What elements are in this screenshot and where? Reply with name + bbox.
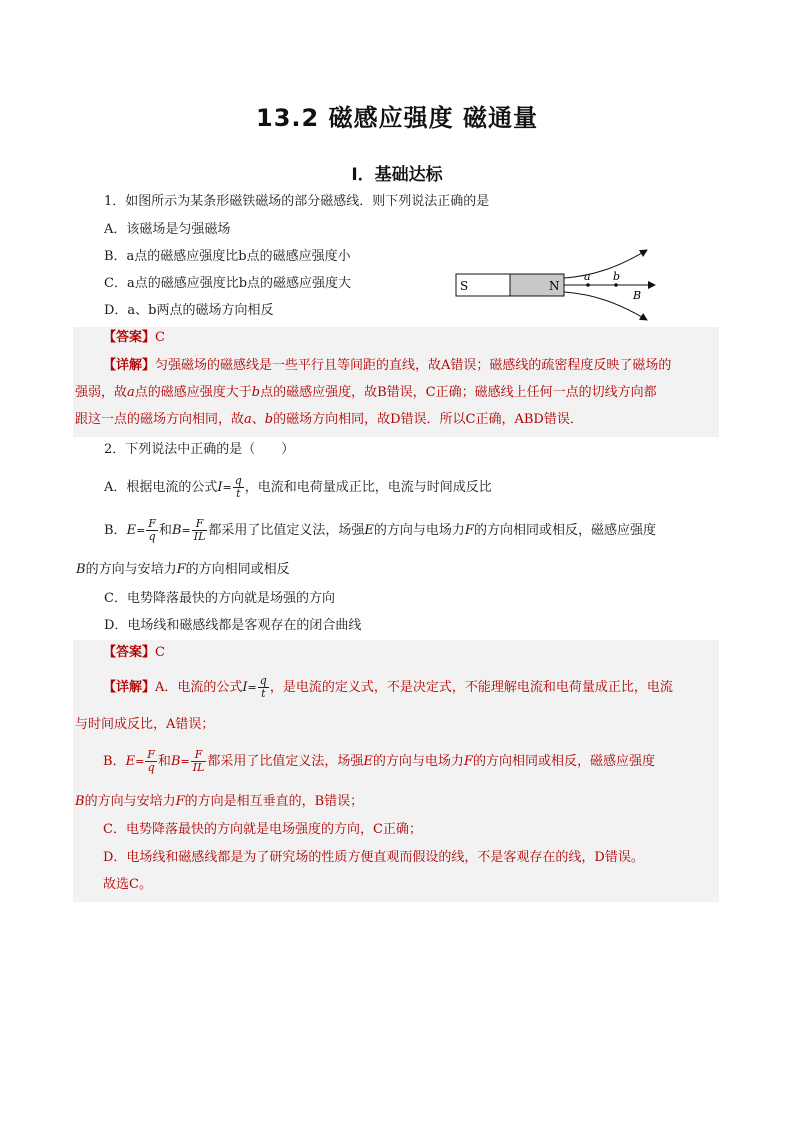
field-line-upper: [564, 250, 647, 278]
q1-detail-line-1: 【详解】匀强磁场的磁感线是一些平行且等间距的直线，故A错误；磁感线的疏密程度反映了磁场的: [103, 358, 672, 373]
point-a: [586, 283, 590, 287]
q2-stem: 2．下列说法中正确的是（ ）: [104, 442, 295, 457]
q2-detail-line-2: 与时间成反比，A错误；: [75, 717, 215, 732]
q1-stem: 1．如图所示为某条形磁铁磁场的部分磁感线．则下列说法正确的是: [104, 194, 490, 209]
q2-detail-line-4: B的方向与安培力F的方向是相互垂直的，B错误；: [75, 794, 364, 809]
q2-option-c: C．电势降落最快的方向就是场强的方向: [104, 591, 335, 606]
page-title: 13.2 磁感应强度 磁通量: [256, 104, 538, 132]
q1-detail-label: 【详解】: [103, 358, 156, 373]
q2-answer-line: 【答案】C: [103, 645, 165, 660]
n-label: N: [549, 279, 560, 293]
q2-option-a: A．根据电流的公式I= $\frac{q}{t}$ ，电流和电荷量成正比，电流与时间成反比: [104, 474, 492, 500]
q1-detail-line-2: 强弱，故a点的磁感应强度大于b点的磁感应强度，故B错误，C正确；磁感线上任何一点的切线方向都: [75, 385, 657, 400]
q1-answer-value: C: [155, 330, 165, 345]
point-b: [614, 283, 618, 287]
q1-detail-line-3: 跟这一点的磁场方向相同，故a、b的磁场方向相同，故D错误．所以C正确，ABD错误．: [75, 412, 583, 427]
q2-detail-line-5: C．电势降落最快的方向就是电场强度的方向，C正确；: [103, 822, 422, 837]
bar-magnet-figure: [452, 240, 672, 330]
q2-option-b: B．E= $\frac{F}{q}$ 和B= $\frac{F}{IL}$ 都采用了比值定义法，场强E的方向与电场力F的方向相同或相反，磁感应强度: [104, 517, 656, 543]
q2-option-d: D．电场线和磁感线都是客观存在的闭合曲线: [104, 618, 362, 633]
q2-detail-line-1: 【详解】A．电流的公式I= $\frac{q}{t}$ ，是电流的定义式，不是决定式，不能理解电流和电荷量成正比，电流: [103, 674, 673, 700]
q2-option-b-line-2: B的方向与安培力F的方向相同或相反: [76, 562, 290, 577]
point-b-label: b: [613, 270, 621, 283]
q2-detail-line-7: 故选C。: [103, 877, 152, 892]
section-title: Ⅰ．基础达标: [351, 165, 443, 185]
q1-option-a: A．该磁场是匀强磁场: [104, 222, 231, 237]
q2-answer-box: [73, 640, 719, 902]
s-label: S: [460, 279, 469, 293]
q1-option-d: D．a、b两点的磁场方向相反: [104, 303, 274, 318]
point-a-label: a: [584, 270, 591, 283]
q1-option-b: B．a点的磁感应强度比b点的磁感应强度小: [104, 249, 351, 264]
q1-answer-line: [103, 329, 165, 347]
q2-detail-line-6: D．电场线和磁感线都是为了研究场的性质方便直观而假设的线，不是客观存在的线，D错误。: [103, 850, 644, 865]
q2-detail-line-3: B．E= $\frac{F}{q}$ 和B= $\frac{F}{IL}$ 都采用了比值定义法，场强E的方向与电场力F的方向相同或相反，磁感应强度: [103, 748, 655, 774]
q1-option-c: C．a点的磁感应强度比b点的磁感应强度大: [104, 276, 352, 291]
q1-answer-label: 【答案】: [103, 330, 156, 345]
field-b-label: B: [633, 289, 642, 302]
q1-answer-box: [73, 327, 719, 437]
